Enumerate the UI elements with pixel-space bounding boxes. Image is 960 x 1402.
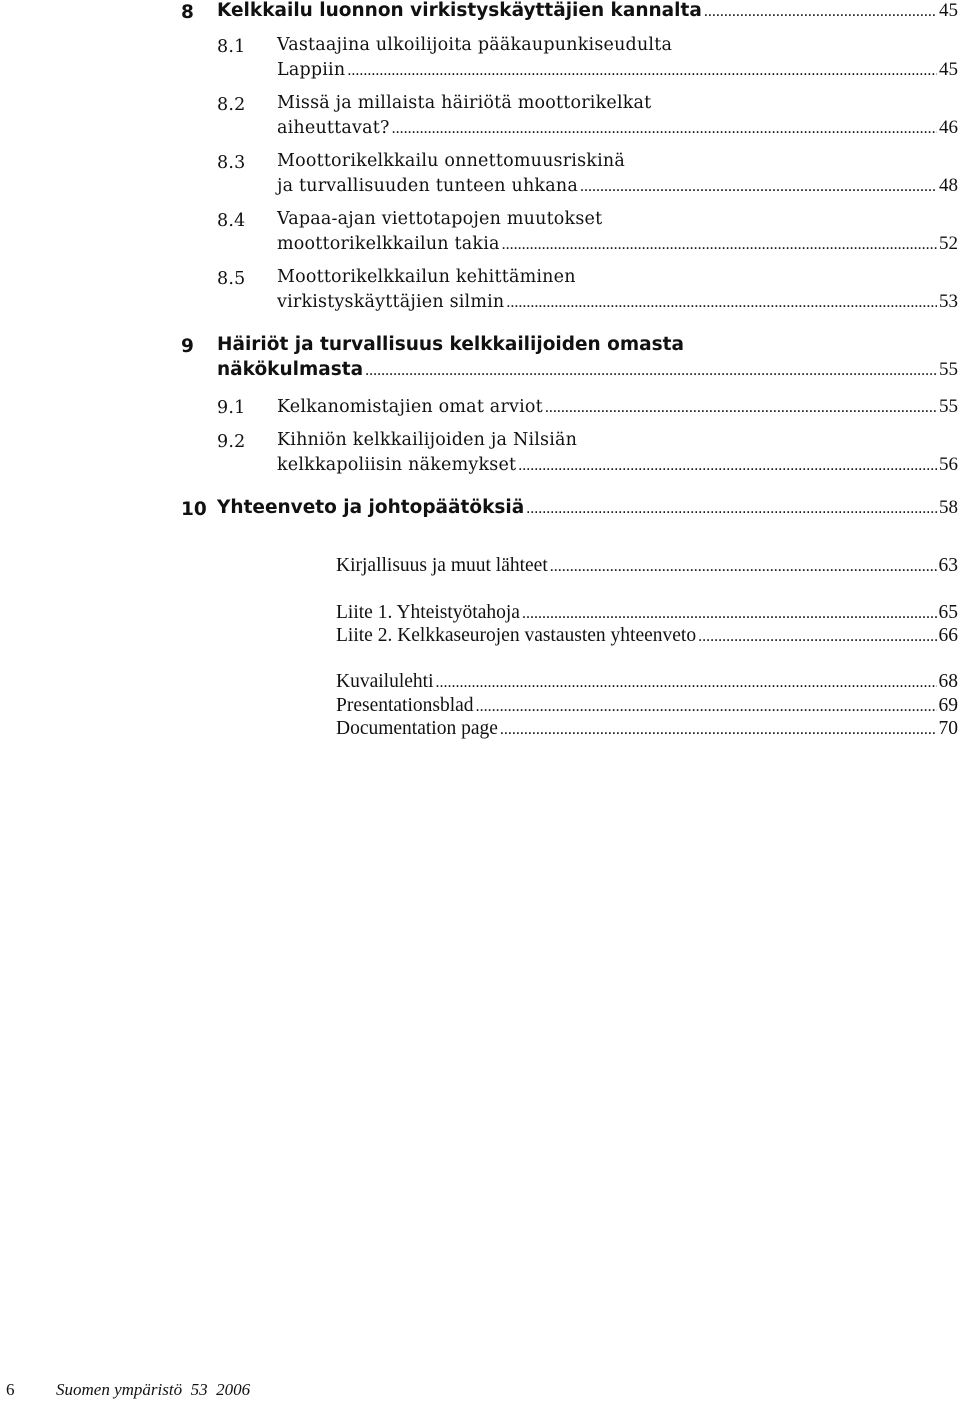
toc-page-number: 48	[939, 175, 958, 196]
toc-entry-title: Yhteenveto ja johtopäätöksiä	[217, 497, 525, 518]
dot-leader	[435, 674, 936, 692]
toc-entry-title: Vapaa-ajan viettotapojen muutokset	[277, 209, 603, 229]
toc-page-number: 55	[939, 359, 958, 380]
toc-entry-title: Documentation page	[336, 718, 498, 739]
toc-entry-title: aiheuttavat?	[277, 118, 390, 138]
toc-page-number: 45	[939, 59, 958, 80]
toc-page-number: 70	[938, 718, 958, 739]
toc-page-number: 46	[939, 117, 958, 138]
toc-entry-number: 8	[181, 2, 194, 23]
toc-entry-title: virkistyskäyttäjien silmin	[277, 292, 505, 312]
toc-entry-number: 9	[181, 336, 194, 357]
toc-entry-title: ja turvallisuuden tunteen uhkana	[277, 176, 578, 196]
toc-entry-title: Presentationsblad	[336, 695, 474, 716]
toc-entry-number: 8.4	[217, 211, 246, 231]
toc-entry-title: Moottorikelkkailu onnettomuusriskinä	[277, 151, 625, 171]
toc-entry-number: 9.1	[217, 398, 246, 418]
dot-leader	[698, 628, 936, 646]
toc-entry-number: 9.2	[217, 432, 246, 452]
dot-leader	[526, 500, 937, 518]
dot-leader	[500, 721, 937, 739]
toc-page-number: 58	[939, 497, 958, 518]
toc-entry-title: Missä ja millaista häiriötä moottorikelkat	[277, 93, 652, 113]
dot-leader	[502, 236, 937, 254]
publication-series	[56, 1380, 250, 1400]
toc-page-number: 55	[939, 396, 958, 417]
toc-page-number: 68	[938, 671, 958, 692]
toc-entry-title: näkökulmasta	[217, 359, 364, 380]
dot-leader	[518, 457, 937, 475]
toc-entry-title: Vastaajina ulkoilijoita pääkaupunkiseudulta	[277, 35, 673, 55]
toc-entry-title: Kihniön kelkkailijoiden ja Nilsiän	[277, 430, 578, 450]
toc-entry-title: Moottorikelkkailun kehittäminen	[277, 267, 576, 287]
issue-number: 53	[190, 1380, 208, 1399]
dot-leader	[522, 605, 937, 623]
toc-page-number: 69	[938, 695, 958, 716]
toc-entry-number: 8.1	[217, 37, 246, 57]
toc-entry-title: Lappiin	[277, 60, 346, 80]
toc-entry-number: 8.2	[217, 95, 246, 115]
toc-entry-title: Kirjallisuus ja muut lähteet	[336, 555, 548, 576]
dot-leader	[545, 399, 937, 417]
page-footer	[0, 1380, 960, 1402]
toc-entry-title: Häiriöt ja turvallisuus kelkkailijoiden omasta	[217, 334, 684, 355]
dot-leader	[392, 120, 937, 138]
toc-page-number: 45	[939, 0, 958, 21]
toc-entry-title: Kuvailulehti	[336, 671, 434, 692]
toc-page-number: 53	[939, 291, 958, 312]
toc-page-number: 52	[939, 233, 958, 254]
dot-leader	[476, 698, 937, 716]
dot-leader	[506, 294, 937, 312]
dot-leader	[580, 178, 937, 196]
dot-leader	[704, 3, 937, 21]
page-number: 6	[6, 1380, 15, 1399]
toc-entry-title: Kelkanomistajien omat arviot	[277, 397, 543, 417]
dot-leader	[550, 558, 937, 576]
dot-leader	[347, 62, 937, 80]
toc-entry-title: Liite 2. Kelkkaseurojen vastausten yhteenveto	[336, 625, 697, 646]
publication-year: 2006	[216, 1380, 251, 1399]
toc-entry-number: 10	[181, 499, 207, 520]
toc-entry-number: 8.5	[217, 269, 246, 289]
toc-entry-title: kelkkapoliisin näkemykset	[277, 455, 517, 475]
publication-name: Suomen ympäristö	[56, 1380, 183, 1399]
toc-page-number: 66	[938, 625, 958, 646]
toc-page-number: 56	[939, 454, 958, 475]
toc-entry-number: 8.3	[217, 153, 246, 173]
toc-entry-title: moottorikelkkailun takia	[277, 234, 500, 254]
toc-entry-title: Kelkkailu luonnon virkistyskäyttäjien kannalta	[217, 0, 702, 21]
toc-entry-title: Liite 1. Yhteistyötahoja	[336, 602, 520, 623]
dot-leader	[365, 362, 937, 380]
toc-page-number: 65	[938, 602, 958, 623]
toc-page-number: 63	[938, 555, 958, 576]
